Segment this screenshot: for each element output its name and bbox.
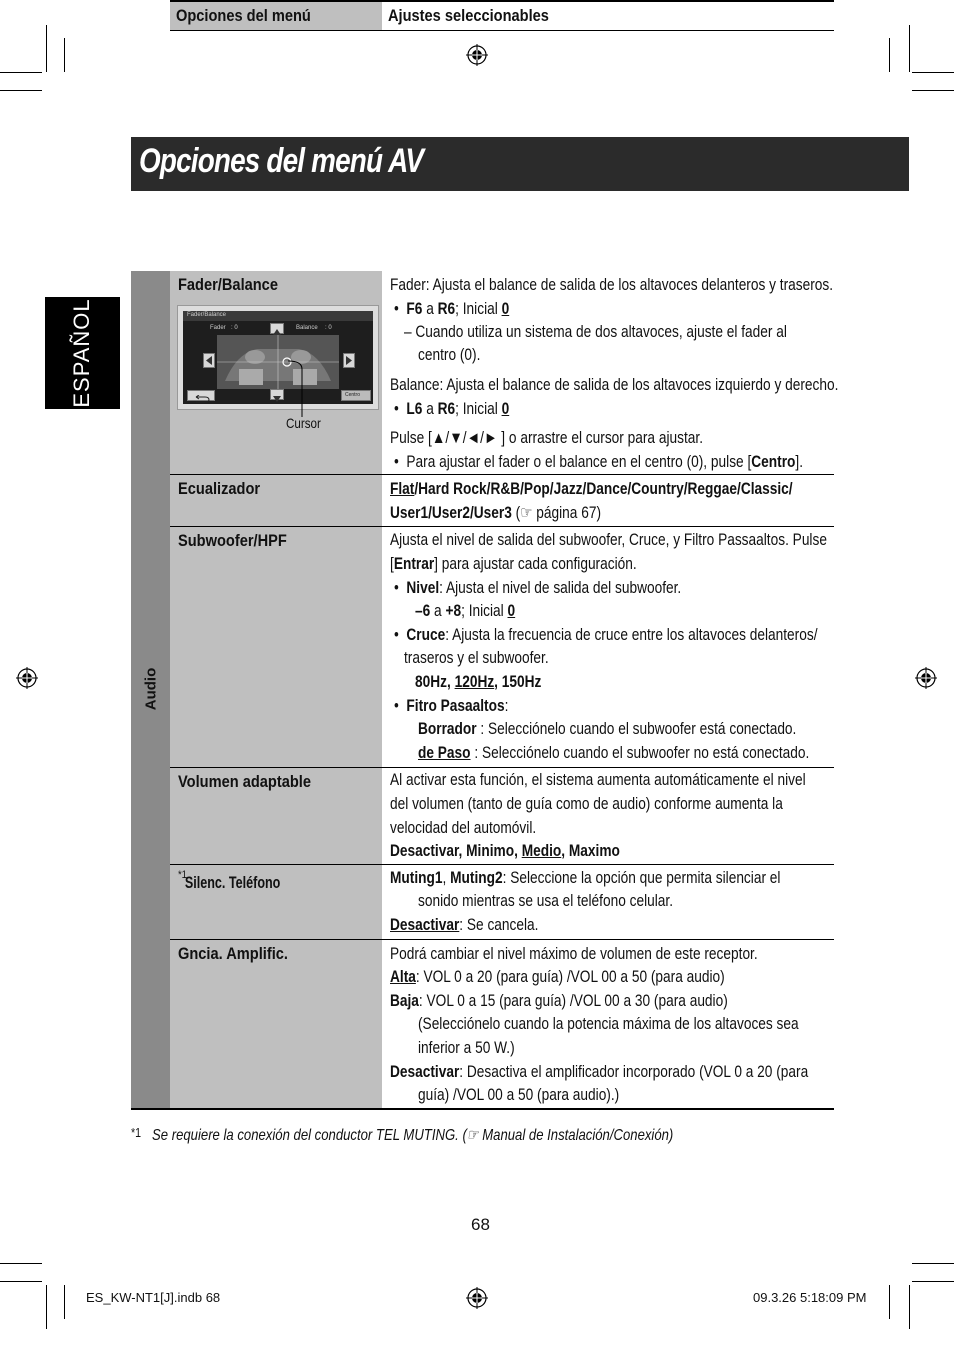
footnote: *1 Se requiere la conexión del conductor TEL MUTING. (☞ Manual de Instalación/Conexión) <box>131 1125 674 1144</box>
table-header-col2 <box>382 0 834 31</box>
row-name-cell <box>170 475 382 526</box>
desc-bullet-line: • Fitro Pasaaltos: <box>394 697 509 715</box>
row-name-ecualizador: Ecualizador <box>178 479 261 498</box>
crop-mark <box>64 38 65 72</box>
desc-line: [Entrar] para ajustar cada configuración. <box>390 555 637 573</box>
crop-mark <box>46 1285 47 1329</box>
crop-mark <box>0 90 42 91</box>
registration-mark-icon <box>466 1287 488 1309</box>
crop-mark <box>912 1281 954 1282</box>
crop-mark <box>912 1263 954 1264</box>
screen-title: Fader/Balance <box>187 312 227 318</box>
fader-balance-screen-image <box>177 305 379 410</box>
crop-mark <box>46 25 47 72</box>
screen-balance-label: Balance <box>296 325 318 331</box>
crop-mark <box>889 1285 890 1319</box>
row-name-cell <box>170 940 382 1108</box>
desc-line: – Cuando utiliza un sistema de dos altavoces, ajuste el fader al <box>404 323 787 341</box>
crop-mark <box>0 1281 42 1282</box>
row-name-fader-balance: Fader/Balance <box>178 275 278 294</box>
desc-line: –6 a +8; Inicial 0 <box>415 602 516 620</box>
audio-group-label: Audio <box>142 667 160 711</box>
audio-group-column <box>131 271 170 1108</box>
table-row-volumen <box>170 768 834 865</box>
screen-fader-label: Fader <box>210 325 226 331</box>
desc-line: guía) /VOL 00 a 50 (para audio).) <box>418 1086 620 1104</box>
row-desc-cell <box>382 940 834 1108</box>
row-name-cell <box>170 768 382 864</box>
desc-line: de Paso : Selecciónelo cuando el subwoofer no está conectado. <box>418 744 810 762</box>
header-label-options: Opciones del menú <box>176 6 311 25</box>
crop-mark <box>0 72 42 73</box>
desc-line: centro (0). <box>418 346 481 364</box>
screen-fader-value: : 0 <box>231 325 238 331</box>
left-arrow-button[interactable] <box>203 353 215 368</box>
desc-line: 80Hz, 120Hz, 150Hz <box>415 673 542 691</box>
row-desc-cell <box>382 865 834 939</box>
row-desc-cell <box>382 527 834 767</box>
registration-mark-icon <box>16 667 38 689</box>
row-name-cell <box>170 527 382 767</box>
desc-line: Balance: Ajusta el balance de salida de los altavoces izquierdo y derecho. <box>390 376 839 394</box>
desc-line: inferior a 50 W.) <box>418 1039 515 1057</box>
desc-bullet-line: • L6 a R6; Inicial 0 <box>394 400 510 418</box>
desc-bullet-line: • F6 a R6; Inicial 0 <box>394 300 510 318</box>
desc-bullet-line: • Para ajustar el fader o el balance en el centro (0), pulse [Centro]. <box>394 453 804 471</box>
up-arrow-button[interactable] <box>270 323 284 334</box>
back-button[interactable] <box>187 390 215 401</box>
crop-mark <box>909 1285 910 1329</box>
desc-bullet-line: • Nivel: Ajusta el nivel de salida del subwoofer. <box>394 579 682 597</box>
desc-line: Desactivar, Minimo, Medio, Maximo <box>390 842 620 860</box>
desc-line: Muting1, Muting2: Seleccione la opción que permita silenciar el <box>390 869 781 887</box>
row-name-gncia: Gncia. Amplific. <box>178 944 288 963</box>
slug-right: 09.3.26 5:18:09 PM <box>753 1290 867 1305</box>
desc-line: Pulse [▲/▼/◄/► ] o arrastre el cursor para ajustar. <box>390 429 704 447</box>
desc-line: Desactivar: Desactiva el amplificador incorporado (VOL 0 a 20 (para <box>390 1063 809 1081</box>
table-row-subwoofer <box>170 527 834 768</box>
crop-mark <box>912 72 954 73</box>
center-button-label: Centro <box>345 392 361 398</box>
table-row-silenc-telefono <box>170 865 834 940</box>
screen-display <box>183 311 373 404</box>
desc-line: Desactivar: Se cancela. <box>390 916 539 934</box>
desc-line: Fader: Ajusta el balance de salida de los altavoces delanteros y traseros. <box>390 276 834 294</box>
cursor-label: Cursor <box>286 415 321 431</box>
crop-mark <box>909 25 910 72</box>
registration-mark-icon <box>915 667 937 689</box>
desc-line: User1/User2/User3 (☞ página 67) <box>390 504 602 522</box>
page-title: Opciones del menú AV <box>139 142 424 180</box>
row-desc-cell <box>382 768 834 864</box>
desc-line: Al activar esta función, el sistema aumenta automáticamente el nivel <box>390 771 806 789</box>
cursor-callout-line <box>280 355 310 417</box>
table-header-col1 <box>170 0 382 31</box>
crop-mark <box>912 90 954 91</box>
page-number: 68 <box>471 1215 490 1234</box>
registration-mark-icon <box>466 44 488 66</box>
crop-mark <box>64 1285 65 1319</box>
desc-line: Alta: VOL 0 a 20 (para guía) /VOL 00 a 50 (para audio) <box>390 968 725 986</box>
title-bar <box>131 137 909 191</box>
desc-line: Baja: VOL 0 a 15 (para guía) /VOL 00 a 30 (para audio) <box>390 992 728 1010</box>
language-tab-label: ESPAÑOL <box>69 298 94 408</box>
row-name-volumen: Volumen adaptable <box>178 772 311 791</box>
speaker-field-icon <box>217 335 339 389</box>
row-desc-cell <box>382 271 839 474</box>
center-button[interactable] <box>341 390 371 401</box>
table-row-ecualizador <box>170 475 834 527</box>
crop-mark <box>889 38 890 72</box>
screen-balance-value: : 0 <box>325 325 332 331</box>
desc-line: sonido mientras se usa el teléfono celular. <box>418 892 674 910</box>
header-label-settings: Ajustes seleccionables <box>388 6 549 25</box>
desc-line: del volumen (tanto de guía como de audio) conforme aumenta la <box>390 795 783 813</box>
desc-line: Flat/Hard Rock/R&B/Pop/Jazz/Dance/Country/Reggae/Classic/ <box>390 480 793 498</box>
row-name-cell <box>170 865 382 939</box>
desc-line: traseros y el subwoofer. <box>404 649 549 667</box>
slug-left: ES_KW-NT1[J].indb 68 <box>86 1290 221 1305</box>
desc-line: velocidad del automóvil. <box>390 819 537 837</box>
desc-line: Podrá cambiar el nivel máximo de volumen de este receptor. <box>390 945 758 963</box>
table-row-gncia-amplific <box>170 940 834 1108</box>
desc-bullet-line: • Cruce: Ajusta la frecuencia de cruce entre los altavoces delanteros/ <box>394 626 818 644</box>
desc-line: (Selecciónelo cuando la potencia máxima de los altavoces sea <box>418 1015 799 1033</box>
crop-mark <box>0 1263 42 1264</box>
desc-line: Borrador : Selecciónelo cuando el subwoofer está conectado. <box>418 720 797 738</box>
row-desc-cell <box>382 475 834 526</box>
language-tab <box>45 297 120 409</box>
row-name-subwoofer: Subwoofer/HPF <box>178 531 287 550</box>
row-name-silenc: Silenc. Teléfono $^{*1}$ <box>178 869 281 892</box>
table-bottom-rule <box>131 1108 834 1110</box>
desc-line: Ajusta el nivel de salida del subwoofer, Cruce, y Filtro Passaaltos. Pulse <box>390 531 827 549</box>
right-arrow-button[interactable] <box>343 353 355 368</box>
